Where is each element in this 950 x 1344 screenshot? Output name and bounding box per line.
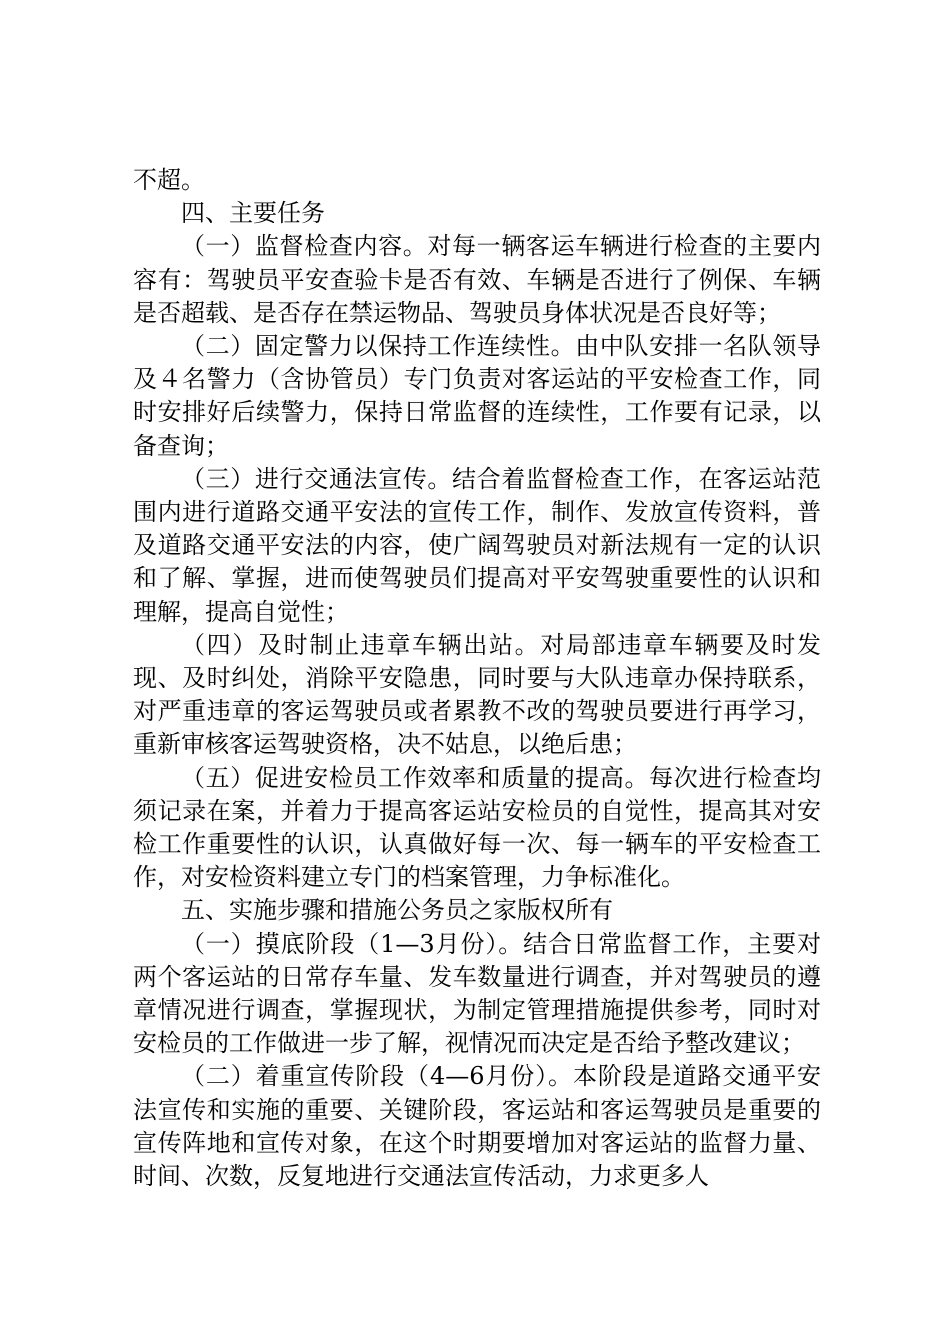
section-heading-main-tasks: 四、主要任务 xyxy=(181,199,325,228)
paragraph-step-1: （一）摸底阶段（1—3月份）。结合日常监督工作，主要对两个客运站的日常存车量、发车数量进行调查，并对驾驶员的遵章情况进行调查，掌握现状，为制定管理措施提供参考，同时对安检员的工作做进一步了解，视情况而决定是否给予整改建议； xyxy=(133,929,821,1058)
paragraph-task-4: （四）及时制止违章车辆出站。对局部违章车辆要及时发现、及时纠处，消除平安隐患，同时要与大队违章办保持联系，对严重违章的客运驾驶员或者累教不改的驾驶员要进行再学习，重新审核客运驾驶资格，决不姑息，以绝后患； xyxy=(133,630,821,759)
paragraph-continuation: 不超。 xyxy=(133,166,205,194)
paragraph-task-3: （三）进行交通法宣传。结合着监督检查工作，在客运站范围内进行道路交通平安法的宣传工作，制作、发放宣传资料，普及道路交通平安法的内容，使广阔驾驶员对新法规有一定的认识和了解、掌握，进而使驾驶员们提高对平安驾驶重要性的认识和理解，提高自觉性； xyxy=(133,464,821,626)
paragraph-task-2: （二）固定警力以保持工作连续性。由中队安排一名队领导及４名警力（含协管员）专门负责对客运站的平安检查工作，同时安排好后续警力，保持日常监督的连续性，工作要有记录，以备查询； xyxy=(133,332,821,460)
paragraph-task-1: （一）监督检查内容。对每一辆客运车辆进行检查的主要内容有：驾驶员平安查验卡是否有效、车辆是否进行了例保、车辆是否超载、是否存在禁运物品、驾驶员身体状况是否良好等； xyxy=(133,232,821,327)
section-heading-steps: 五、实施步骤和措施公务员之家版权所有 xyxy=(181,896,613,925)
paragraph-step-2: （二）着重宣传阶段（4—6月份）。本阶段是道路交通平安法宣传和实施的重要、关键阶段，客运站和客运驾驶员是重要的宣传阵地和宣传对象，在这个时期要增加对客运站的监督力量、时间、次数，反复地进行交通法宣传活动，力求更多人 xyxy=(133,1062,821,1191)
document-body xyxy=(133,164,821,1193)
paragraph-task-5: （五）促进安检员工作效率和质量的提高。每次进行检查均须记录在案，并着力于提高客运站安检员的自觉性，提高其对安检工作重要性的认识，认真做好每一次、每一辆车的平安检查工作，对安检资料建立专门的档案管理，力争标准化。 xyxy=(133,763,821,892)
